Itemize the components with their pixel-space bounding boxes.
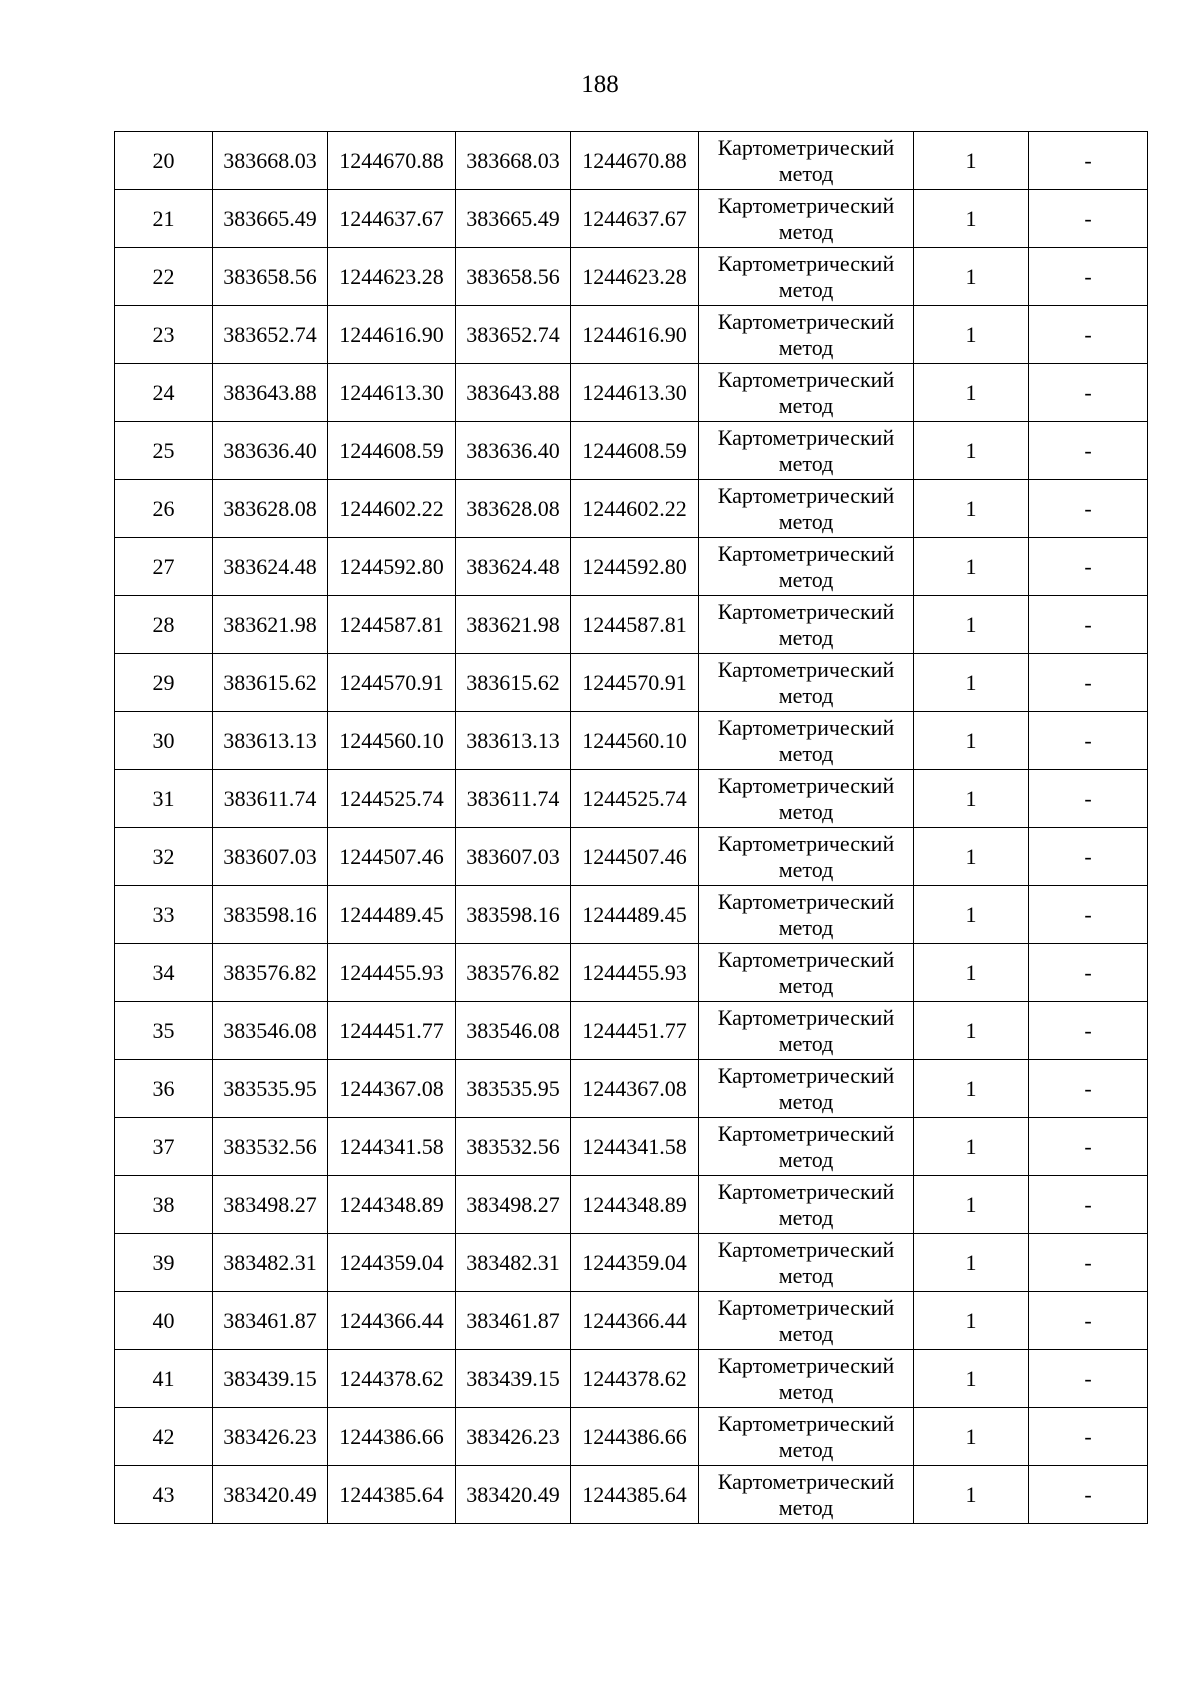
x-coordinate-cell: 383607.03 (213, 828, 328, 886)
note-cell: - (1029, 1292, 1148, 1350)
x-coordinate-cell: 383426.23 (456, 1408, 571, 1466)
y-coordinate-cell: 1244366.44 (328, 1292, 456, 1350)
method-label-line2: метод (778, 160, 834, 186)
y-coordinate-cell: 1244455.93 (571, 944, 699, 1002)
x-coordinate-cell: 383598.16 (213, 886, 328, 944)
y-coordinate-cell: 1244592.80 (571, 538, 699, 596)
note-cell: - (1029, 1234, 1148, 1292)
page-number: 188 (581, 71, 619, 98)
method-label-line2: метод (778, 972, 834, 998)
x-coordinate-cell: 383643.88 (213, 364, 328, 422)
y-coordinate-cell: 1244592.80 (328, 538, 456, 596)
method-label-line1: Картометрический (717, 772, 895, 798)
method-cell (699, 422, 914, 480)
y-coordinate-cell: 1244378.62 (571, 1350, 699, 1408)
x-coordinate-cell: 383532.56 (213, 1118, 328, 1176)
method-cell (699, 1292, 914, 1350)
method-label-line2: метод (778, 1030, 834, 1056)
point-number-cell: 37 (115, 1118, 213, 1176)
method-cell (699, 828, 914, 886)
point-number-cell: 21 (115, 190, 213, 248)
y-coordinate-cell: 1244341.58 (571, 1118, 699, 1176)
y-coordinate-cell: 1244613.30 (328, 364, 456, 422)
note-cell: - (1029, 654, 1148, 712)
x-coordinate-cell: 383482.31 (456, 1234, 571, 1292)
x-coordinate-cell: 383607.03 (456, 828, 571, 886)
x-coordinate-cell: 383426.23 (213, 1408, 328, 1466)
method-cell (699, 1234, 914, 1292)
precision-cell: 1 (914, 422, 1029, 480)
method-cell (699, 1350, 914, 1408)
point-number-cell: 35 (115, 1002, 213, 1060)
table-row (115, 828, 1148, 886)
method-label-line1: Картометрический (717, 192, 895, 218)
y-coordinate-cell: 1244385.64 (328, 1466, 456, 1524)
table-row (115, 654, 1148, 712)
y-coordinate-cell: 1244507.46 (328, 828, 456, 886)
x-coordinate-cell: 383546.08 (213, 1002, 328, 1060)
table-row (115, 1350, 1148, 1408)
y-coordinate-cell: 1244359.04 (571, 1234, 699, 1292)
x-coordinate-cell: 383621.98 (213, 596, 328, 654)
note-cell: - (1029, 828, 1148, 886)
x-coordinate-cell: 383665.49 (456, 190, 571, 248)
method-label-line1: Картометрический (717, 1236, 895, 1262)
note-cell: - (1029, 1408, 1148, 1466)
method-cell (699, 1408, 914, 1466)
y-coordinate-cell: 1244560.10 (328, 712, 456, 770)
y-coordinate-cell: 1244670.88 (571, 132, 699, 190)
x-coordinate-cell: 383636.40 (213, 422, 328, 480)
y-coordinate-cell: 1244637.67 (571, 190, 699, 248)
x-coordinate-cell: 383498.27 (213, 1176, 328, 1234)
y-coordinate-cell: 1244507.46 (571, 828, 699, 886)
method-label-line2: метод (778, 798, 834, 824)
method-label-line1: Картометрический (717, 946, 895, 972)
table-row (115, 1176, 1148, 1234)
method-label-line2: метод (778, 1378, 834, 1404)
method-label-line1: Картометрический (717, 424, 895, 450)
method-cell (699, 538, 914, 596)
method-label-line2: метод (778, 624, 834, 650)
table-row (115, 886, 1148, 944)
method-cell (699, 190, 914, 248)
table-row (115, 1060, 1148, 1118)
point-number-cell: 42 (115, 1408, 213, 1466)
y-coordinate-cell: 1244570.91 (571, 654, 699, 712)
method-label-line2: метод (778, 740, 834, 766)
method-cell (699, 132, 914, 190)
method-label-line2: метод (778, 1204, 834, 1230)
method-cell (699, 1060, 914, 1118)
method-cell (699, 306, 914, 364)
method-label-line2: метод (778, 1146, 834, 1172)
point-number-cell: 25 (115, 422, 213, 480)
table-row (115, 422, 1148, 480)
y-coordinate-cell: 1244623.28 (328, 248, 456, 306)
x-coordinate-cell: 383668.03 (456, 132, 571, 190)
precision-cell: 1 (914, 654, 1029, 712)
y-coordinate-cell: 1244348.89 (571, 1176, 699, 1234)
precision-cell: 1 (914, 1292, 1029, 1350)
y-coordinate-cell: 1244489.45 (328, 886, 456, 944)
table-row (115, 944, 1148, 1002)
note-cell: - (1029, 1466, 1148, 1524)
x-coordinate-cell: 383628.08 (456, 480, 571, 538)
x-coordinate-cell: 383420.49 (456, 1466, 571, 1524)
precision-cell: 1 (914, 306, 1029, 364)
method-label-line1: Картометрический (717, 366, 895, 392)
y-coordinate-cell: 1244616.90 (328, 306, 456, 364)
precision-cell: 1 (914, 944, 1029, 1002)
point-number-cell: 27 (115, 538, 213, 596)
y-coordinate-cell: 1244602.22 (328, 480, 456, 538)
x-coordinate-cell: 383658.56 (456, 248, 571, 306)
x-coordinate-cell: 383613.13 (456, 712, 571, 770)
y-coordinate-cell: 1244367.08 (571, 1060, 699, 1118)
x-coordinate-cell: 383615.62 (213, 654, 328, 712)
method-cell (699, 770, 914, 828)
y-coordinate-cell: 1244455.93 (328, 944, 456, 1002)
method-label-line1: Картометрический (717, 1352, 895, 1378)
x-coordinate-cell: 383611.74 (213, 770, 328, 828)
method-label-line2: метод (778, 1436, 834, 1462)
x-coordinate-cell: 383652.74 (456, 306, 571, 364)
x-coordinate-cell: 383611.74 (456, 770, 571, 828)
y-coordinate-cell: 1244616.90 (571, 306, 699, 364)
table-row (115, 1408, 1148, 1466)
precision-cell: 1 (914, 1002, 1029, 1060)
precision-cell: 1 (914, 190, 1029, 248)
y-coordinate-cell: 1244386.66 (328, 1408, 456, 1466)
x-coordinate-cell: 383439.15 (456, 1350, 571, 1408)
method-cell (699, 1002, 914, 1060)
x-coordinate-cell: 383498.27 (456, 1176, 571, 1234)
x-coordinate-cell: 383665.49 (213, 190, 328, 248)
y-coordinate-cell: 1244608.59 (328, 422, 456, 480)
note-cell: - (1029, 1118, 1148, 1176)
x-coordinate-cell: 383576.82 (456, 944, 571, 1002)
y-coordinate-cell: 1244623.28 (571, 248, 699, 306)
method-label-line2: метод (778, 392, 834, 418)
y-coordinate-cell: 1244670.88 (328, 132, 456, 190)
x-coordinate-cell: 383461.87 (456, 1292, 571, 1350)
x-coordinate-cell: 383636.40 (456, 422, 571, 480)
method-label-line1: Картометрический (717, 1178, 895, 1204)
note-cell: - (1029, 596, 1148, 654)
y-coordinate-cell: 1244451.77 (571, 1002, 699, 1060)
method-cell (699, 712, 914, 770)
method-label-line1: Картометрический (717, 134, 895, 160)
method-label-line1: Картометрический (717, 1062, 895, 1088)
table-row (115, 1292, 1148, 1350)
note-cell: - (1029, 306, 1148, 364)
method-label-line2: метод (778, 1494, 834, 1520)
method-label-line1: Картометрический (717, 482, 895, 508)
y-coordinate-cell: 1244602.22 (571, 480, 699, 538)
x-coordinate-cell: 383668.03 (213, 132, 328, 190)
method-label-line2: метод (778, 508, 834, 534)
y-coordinate-cell: 1244366.44 (571, 1292, 699, 1350)
method-label-line1: Картометрический (717, 308, 895, 334)
table-row (115, 1466, 1148, 1524)
table-row (115, 596, 1148, 654)
point-number-cell: 39 (115, 1234, 213, 1292)
note-cell: - (1029, 944, 1148, 1002)
precision-cell: 1 (914, 248, 1029, 306)
precision-cell: 1 (914, 1408, 1029, 1466)
note-cell: - (1029, 364, 1148, 422)
method-label-line1: Картометрический (717, 1468, 895, 1494)
y-coordinate-cell: 1244489.45 (571, 886, 699, 944)
y-coordinate-cell: 1244385.64 (571, 1466, 699, 1524)
method-label-line1: Картометрический (717, 714, 895, 740)
note-cell: - (1029, 538, 1148, 596)
y-coordinate-cell: 1244613.30 (571, 364, 699, 422)
x-coordinate-cell: 383420.49 (213, 1466, 328, 1524)
method-cell (699, 654, 914, 712)
point-number-cell: 41 (115, 1350, 213, 1408)
coordinates-table (114, 131, 1148, 1524)
method-label-line1: Картометрический (717, 888, 895, 914)
x-coordinate-cell: 383576.82 (213, 944, 328, 1002)
point-number-cell: 43 (115, 1466, 213, 1524)
table-row (115, 770, 1148, 828)
method-cell (699, 1176, 914, 1234)
method-label-line2: метод (778, 1320, 834, 1346)
point-number-cell: 23 (115, 306, 213, 364)
table-row (115, 1118, 1148, 1176)
note-cell: - (1029, 712, 1148, 770)
table-row (115, 306, 1148, 364)
precision-cell: 1 (914, 828, 1029, 886)
precision-cell: 1 (914, 1350, 1029, 1408)
precision-cell: 1 (914, 364, 1029, 422)
method-cell (699, 886, 914, 944)
note-cell: - (1029, 422, 1148, 480)
x-coordinate-cell: 383613.13 (213, 712, 328, 770)
y-coordinate-cell: 1244348.89 (328, 1176, 456, 1234)
method-label-line1: Картометрический (717, 598, 895, 624)
precision-cell: 1 (914, 1118, 1029, 1176)
x-coordinate-cell: 383546.08 (456, 1002, 571, 1060)
y-coordinate-cell: 1244525.74 (571, 770, 699, 828)
y-coordinate-cell: 1244386.66 (571, 1408, 699, 1466)
table-row (115, 132, 1148, 190)
precision-cell: 1 (914, 1176, 1029, 1234)
point-number-cell: 40 (115, 1292, 213, 1350)
precision-cell: 1 (914, 1466, 1029, 1524)
method-label-line2: метод (778, 914, 834, 940)
x-coordinate-cell: 383615.62 (456, 654, 571, 712)
y-coordinate-cell: 1244587.81 (571, 596, 699, 654)
point-number-cell: 32 (115, 828, 213, 886)
x-coordinate-cell: 383598.16 (456, 886, 571, 944)
precision-cell: 1 (914, 886, 1029, 944)
method-cell (699, 1466, 914, 1524)
y-coordinate-cell: 1244378.62 (328, 1350, 456, 1408)
method-label-line2: метод (778, 566, 834, 592)
y-coordinate-cell: 1244637.67 (328, 190, 456, 248)
y-coordinate-cell: 1244570.91 (328, 654, 456, 712)
note-cell: - (1029, 190, 1148, 248)
x-coordinate-cell: 383535.95 (213, 1060, 328, 1118)
y-coordinate-cell: 1244367.08 (328, 1060, 456, 1118)
point-number-cell: 28 (115, 596, 213, 654)
method-label-line1: Картометрический (717, 1120, 895, 1146)
table-body (115, 132, 1148, 1524)
note-cell: - (1029, 1350, 1148, 1408)
point-number-cell: 34 (115, 944, 213, 1002)
y-coordinate-cell: 1244587.81 (328, 596, 456, 654)
x-coordinate-cell: 383628.08 (213, 480, 328, 538)
method-cell (699, 480, 914, 538)
precision-cell: 1 (914, 480, 1029, 538)
method-label-line1: Картометрический (717, 1410, 895, 1436)
method-label-line2: метод (778, 450, 834, 476)
note-cell: - (1029, 132, 1148, 190)
method-label-line1: Картометрический (717, 1004, 895, 1030)
note-cell: - (1029, 248, 1148, 306)
x-coordinate-cell: 383658.56 (213, 248, 328, 306)
note-cell: - (1029, 1176, 1148, 1234)
x-coordinate-cell: 383643.88 (456, 364, 571, 422)
table-row (115, 190, 1148, 248)
point-number-cell: 29 (115, 654, 213, 712)
method-cell (699, 596, 914, 654)
y-coordinate-cell: 1244560.10 (571, 712, 699, 770)
x-coordinate-cell: 383621.98 (456, 596, 571, 654)
point-number-cell: 26 (115, 480, 213, 538)
table-row (115, 712, 1148, 770)
note-cell: - (1029, 480, 1148, 538)
method-label-line1: Картометрический (717, 830, 895, 856)
method-cell (699, 944, 914, 1002)
precision-cell: 1 (914, 132, 1029, 190)
x-coordinate-cell: 383532.56 (456, 1118, 571, 1176)
x-coordinate-cell: 383624.48 (456, 538, 571, 596)
x-coordinate-cell: 383482.31 (213, 1234, 328, 1292)
point-number-cell: 30 (115, 712, 213, 770)
method-label-line1: Картометрический (717, 250, 895, 276)
x-coordinate-cell: 383461.87 (213, 1292, 328, 1350)
precision-cell: 1 (914, 712, 1029, 770)
method-label-line2: метод (778, 276, 834, 302)
method-label-line1: Картометрический (717, 540, 895, 566)
point-number-cell: 38 (115, 1176, 213, 1234)
precision-cell: 1 (914, 1234, 1029, 1292)
x-coordinate-cell: 383624.48 (213, 538, 328, 596)
method-cell (699, 248, 914, 306)
table-row (115, 248, 1148, 306)
note-cell: - (1029, 1002, 1148, 1060)
y-coordinate-cell: 1244525.74 (328, 770, 456, 828)
y-coordinate-cell: 1244608.59 (571, 422, 699, 480)
note-cell: - (1029, 886, 1148, 944)
method-label-line2: метод (778, 1088, 834, 1114)
method-cell (699, 364, 914, 422)
point-number-cell: 31 (115, 770, 213, 828)
precision-cell: 1 (914, 1060, 1029, 1118)
x-coordinate-cell: 383652.74 (213, 306, 328, 364)
x-coordinate-cell: 383535.95 (456, 1060, 571, 1118)
y-coordinate-cell: 1244341.58 (328, 1118, 456, 1176)
point-number-cell: 20 (115, 132, 213, 190)
table-row (115, 1234, 1148, 1292)
point-number-cell: 33 (115, 886, 213, 944)
precision-cell: 1 (914, 596, 1029, 654)
method-label-line2: метод (778, 1262, 834, 1288)
method-label-line2: метод (778, 218, 834, 244)
method-label-line2: метод (778, 856, 834, 882)
y-coordinate-cell: 1244359.04 (328, 1234, 456, 1292)
point-number-cell: 24 (115, 364, 213, 422)
y-coordinate-cell: 1244451.77 (328, 1002, 456, 1060)
table-row (115, 480, 1148, 538)
note-cell: - (1029, 770, 1148, 828)
precision-cell: 1 (914, 770, 1029, 828)
method-label-line2: метод (778, 682, 834, 708)
x-coordinate-cell: 383439.15 (213, 1350, 328, 1408)
method-label-line1: Картометрический (717, 656, 895, 682)
table-row (115, 364, 1148, 422)
precision-cell: 1 (914, 538, 1029, 596)
table-row (115, 538, 1148, 596)
point-number-cell: 22 (115, 248, 213, 306)
method-label-line1: Картометрический (717, 1294, 895, 1320)
method-cell (699, 1118, 914, 1176)
note-cell: - (1029, 1060, 1148, 1118)
table-row (115, 1002, 1148, 1060)
point-number-cell: 36 (115, 1060, 213, 1118)
method-label-line2: метод (778, 334, 834, 360)
